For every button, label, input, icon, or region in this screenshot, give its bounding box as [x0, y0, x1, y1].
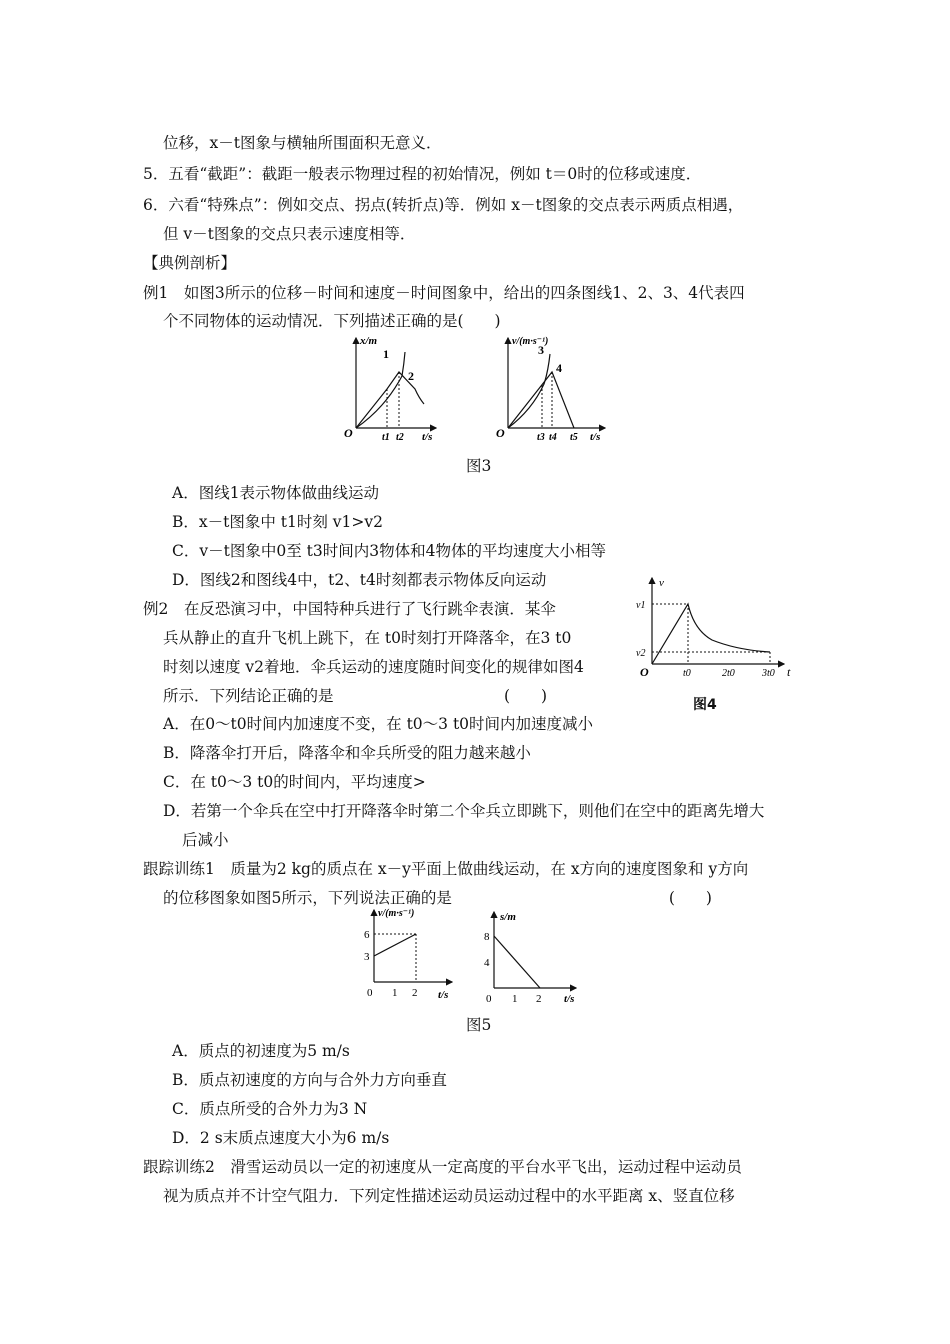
- example2-stem-2: 兵从静止的直升飞机上跳下，在 t0时刻打开降落伞，在3 t0: [163, 629, 572, 647]
- curve-1-label: 1: [383, 347, 389, 361]
- example2-option-a: A．在0～t0时间内加速度不变，在 t0～3 t0时间内加速度减小: [163, 715, 594, 733]
- example1-stem-1: 例1 如图3所示的位移－时间和速度－时间图象中，给出的四条图线1、2、3、4代表四: [143, 284, 745, 302]
- y-axis-label: v/(m·s⁻¹): [378, 908, 415, 919]
- training1-option-a: A．质点的初速度为5 m/s: [172, 1042, 350, 1060]
- example2-option-d-2: 后减小: [182, 831, 229, 849]
- training2-stem-1: 跟踪训练2 滑雪运动员以一定的初速度从一定高度的平台水平飞出，运动过程中运动员: [143, 1158, 742, 1176]
- text-line-2: 5．五看“截距”：截距一般表示物理过程的初始情况，例如 t＝0时的位移或速度．: [143, 165, 702, 183]
- tick-8: 8: [484, 931, 490, 943]
- figure4-vt-graph: [632, 572, 802, 684]
- t1-label: t1: [382, 432, 390, 443]
- figure5-caption: 图5: [466, 1016, 492, 1034]
- curve-4-label: 4: [556, 361, 562, 375]
- x-axis-label: t/s: [564, 993, 575, 1005]
- x-axis-label: t/s: [590, 431, 601, 443]
- t3-label: t3: [537, 432, 545, 443]
- example1-option-c: C．v－t图象中0至 t3时间内3物体和4物体的平均速度大小相等: [172, 542, 606, 560]
- x-axis-label: t/s: [438, 989, 449, 1001]
- origin-label: 0: [486, 993, 492, 1005]
- example1-option-d: D．图线2和图线4中，t2、t4时刻都表示物体反向运动: [172, 571, 547, 589]
- origin-label: O: [344, 426, 353, 440]
- training1-option-d: D．2 s末质点速度大小为6 m/s: [172, 1129, 390, 1147]
- velocity-curve: [652, 604, 770, 664]
- training2-stem-2: 视为质点并不计空气阻力．下列定性描述运动员运动过程中的水平距离 x、竖直位移: [163, 1187, 735, 1205]
- example2-option-c: C．在 t0～3 t0的时间内，平均速度>: [163, 773, 426, 791]
- example2-stem-1: 例2 在反恐演习中，中国特种兵进行了飞行跳伞表演．某伞: [143, 600, 556, 618]
- velocity-line: [374, 934, 416, 956]
- t0-label: t0: [683, 668, 691, 679]
- 2t0-label: 2t0: [722, 668, 735, 679]
- figure3-caption: 图3: [466, 457, 492, 475]
- tick-x1: 1: [512, 993, 518, 1005]
- t2-label: t2: [396, 432, 404, 443]
- figure3-xt-graph: [340, 332, 450, 446]
- 3t0-label: 3t0: [762, 668, 775, 679]
- origin-label: O: [640, 665, 649, 679]
- example1-option-b: B．x－t图象中 t1时刻 v1>v2: [172, 513, 384, 531]
- x-axis-label: t: [787, 665, 791, 679]
- example2-stem-4: 所示．下列结论正确的是 ( ): [163, 687, 548, 705]
- tick-x2: 2: [536, 993, 542, 1005]
- t5-label: t5: [570, 432, 578, 443]
- figure4-caption: 图4: [693, 697, 717, 713]
- training1-stem-2: 的位移图象如图5所示，下列说法正确的是 ( ): [163, 889, 712, 907]
- tick-x2: 2: [412, 987, 418, 999]
- curve-3-label: 3: [538, 343, 544, 357]
- figure5-vt-graph: [360, 906, 470, 1006]
- text-line-4: 但 v－t图象的交点只表示速度相等．: [163, 225, 416, 243]
- y-axis-label: v: [659, 577, 664, 589]
- curve-2-label: 2: [408, 369, 414, 383]
- tick-x1: 1: [392, 987, 398, 999]
- example2-stem-3: 时刻以速度 v2着地．伞兵运动的速度随时间变化的规律如图4: [163, 658, 584, 676]
- tick-4: 4: [484, 957, 490, 969]
- displacement-line: [494, 936, 540, 988]
- training1-option-c: C．质点所受的合外力为3 N: [172, 1100, 368, 1118]
- y-axis-label: s/m: [500, 911, 516, 923]
- x-axis-label: t/s: [422, 431, 433, 443]
- example1-option-a: A．图线1表示物体做曲线运动: [172, 484, 380, 502]
- training1-stem-1: 跟踪训练1 质量为2 kg的质点在 x－y平面上做曲线运动，在 x方向的速度图象和 y方向: [143, 860, 749, 878]
- curve-1-top: [402, 352, 405, 376]
- example2-option-b: B．降落伞打开后，降落伞和伞兵所受的阻力越来越小: [163, 744, 531, 762]
- figure3-vt-graph: [490, 332, 620, 446]
- y-axis-label: x/m: [360, 335, 378, 347]
- section-heading: 【典例剖析】: [143, 254, 237, 272]
- y-axis-label: v/(m·s⁻¹): [512, 336, 549, 347]
- tick-6: 6: [364, 929, 370, 941]
- origin-label: 0: [367, 987, 373, 999]
- text-line-3: 6．六看“特殊点”：例如交点、拐点(转折点)等．例如 x－t图象的交点表示两质点相遇，: [143, 196, 744, 214]
- text-line-1: 位移，x－t图象与横轴所围面积无意义．: [163, 134, 442, 152]
- figure5-st-graph: [478, 906, 588, 1006]
- v2-label: v2: [636, 648, 646, 659]
- v1-label: v1: [636, 600, 646, 611]
- curve-3: [508, 354, 550, 428]
- tick-3: 3: [364, 951, 370, 963]
- example2-option-d-1: D．若第一个伞兵在空中打开降落伞时第二个伞兵立即跳下，则他们在空中的距离先增大: [163, 802, 765, 820]
- training1-option-b: B．质点初速度的方向与合外力方向垂直: [172, 1071, 447, 1089]
- example1-stem-2: 个不同物体的运动情况．下列描述正确的是( ): [163, 312, 501, 330]
- t4-label: t4: [549, 432, 557, 443]
- origin-label: O: [496, 426, 505, 440]
